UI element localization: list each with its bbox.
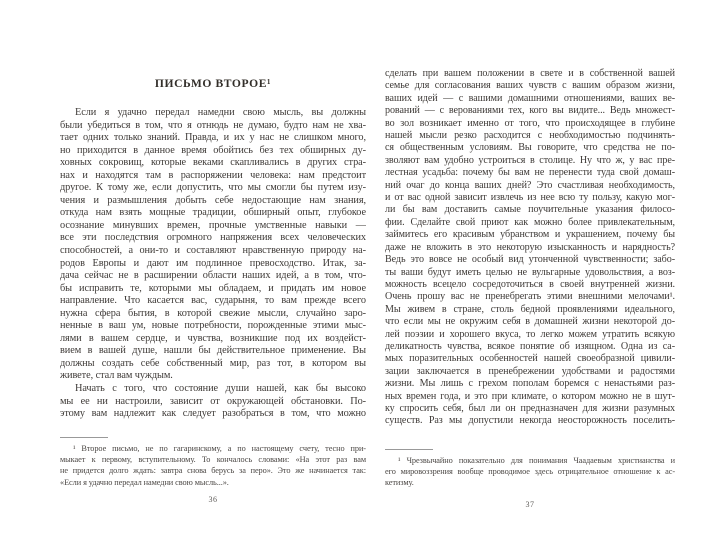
text-line: рований — с верованиями тех, кого вы видите... Ведь множест- (385, 105, 675, 117)
text-line: семье для согласования ваших чувств с вашим образом жизни, (385, 80, 675, 92)
text-line: и от вас одной зависит извлечь из нее всю ту пользу, какую мог- (385, 192, 675, 204)
text-line: ли бы вам доставить самые поучительные указания филосо- (385, 204, 675, 216)
text-line: способностей, а они-то и составляют нравственную природу на- (60, 245, 366, 257)
text-line: ненные в ваш ум, новые потребности, порожденные этими мыс- (60, 320, 366, 332)
text-line: нужна сфера бытия, в которой свежие мысли, случайно заро- (60, 307, 366, 319)
text-line: зации заключается в пренебрежении удобствами и радостями (385, 365, 675, 377)
text-line: откуда нам взять мощные традиции, обширный опыт, глубокое (60, 207, 366, 219)
text-line: ¹ Чрезвычайно показательно для понимания Чаадаевым христианства и (398, 455, 675, 465)
page-left-footnote (60, 443, 366, 488)
page-left-body (60, 107, 366, 421)
page-number-right: 37 (525, 499, 535, 509)
text-line: ся общественным условиям. Вы говорите, что средства не по- (385, 142, 675, 154)
footnote-rule (385, 449, 433, 450)
chapter-title: ПИСЬМО ВТОРОЕ¹ (154, 77, 272, 90)
text-line: этому вам надлежит как следует разобраться в том, что можно (60, 408, 366, 420)
text-line: можность всецело сосредоточиться в своей внутренней жизни. (385, 278, 675, 290)
text-line: нашей мысли резко расходится с необходимостью подчинять- (385, 130, 675, 142)
text-line: лей поэзии и хорошего вкуса, то легко можем утратить всякую (385, 328, 675, 340)
text-line: ку спросить себя, был ли он предназначен для жизни разумных (385, 402, 675, 414)
text-line: Очень прошу вас не пренебрегать этими внешними мелочами¹. (385, 291, 675, 303)
text-line: Начать с того, что состояние души нашей, как бы высоко (75, 383, 366, 395)
text-line: что если мы не окружим себя в домашней жизни некоторой до- (385, 316, 675, 328)
text-line: мы ее ни настроили, зависит от окружающей обстановки. По- (60, 395, 366, 407)
text-line: лестная усадьба: почему бы вам не перенести туда свой домаш- (385, 167, 675, 179)
text-line: зволяют вам удобно устроиться в столице. Ну что ж, у вас пре- (385, 154, 675, 166)
footnote-rule (60, 437, 108, 438)
text-line: мыкает к первому, вступительному. То кончалось словами: «На этот раз вам (60, 454, 366, 464)
text-line: ховных сокровищ, которые веками скапливались в других стра- (60, 157, 366, 169)
text-line: Если я удачно передал намедни свою мысль, вы должны (75, 107, 366, 118)
text-line: ¹ Второе письмо, не по гагаринскому, а по настоящему счету, тесно при- (73, 443, 366, 453)
text-line: вием в вашей душе, нашли бы действительное применение. Вы (60, 345, 366, 357)
text-line: ных времен года, и это при климате, о котором можно не в шут- (385, 390, 675, 402)
text-line: ты ваши будут иметь целью не вульгарные удовольствия, а воз- (385, 266, 675, 278)
text-line: его мировоззрения вообще проводимое здесь отрицательное отношение к ас- (385, 467, 675, 477)
text-line: были убедиться в том, что я отнюдь не думаю, будто нам не хва- (60, 119, 366, 131)
text-line: кетизму. (385, 478, 414, 488)
text-line: даже не вложить в это некоторую изысканность и нарядность? (385, 241, 675, 253)
text-line: дача сейчас не в расширении области наших идей, а в том, что- (60, 270, 366, 282)
text-line: займитесь его красивым убранством и украшением, почему бы (385, 229, 675, 241)
text-line: тает одних только знаний. Правда, и их у нас не слишком много, (60, 132, 366, 144)
text-line: «Если я удачно передал намедни свою мысль...». (60, 477, 229, 487)
page-left (60, 77, 366, 504)
text-line: осознание минувших времен, прочные умственные навыки — (60, 219, 366, 231)
text-line: Мы живем в стране, столь бедной проявлениями идеального, (385, 303, 675, 315)
text-line: другое. К тому же, если допустить, что мы смогли бы путем изу- (60, 182, 366, 194)
text-line: чения и размышления добыть себе недостающие нам знания, (60, 194, 366, 206)
text-line: во зол возникает именно от того, что происходящее в глубине (385, 117, 675, 129)
text-line: Ведь это вовсе не особый вид утонченной чувственности; забо- (385, 254, 675, 266)
text-line: лями в вашем сердце, и чувства, возникшие под их воздейст- (60, 332, 366, 344)
text-line: ваших идей — с вашими домашними отношениями, ваших ве- (385, 92, 675, 104)
text-line: мых поразительных особенностей нашей своеобразной цивили- (385, 353, 675, 365)
text-line: сделать при вашем положении в свете и в собственной вашей (385, 68, 675, 79)
text-line: существ. Раз мы допустили некогда неосторожность поселить- (385, 415, 675, 427)
text-line: ний очаг до конца ваших дней? Это счастливая необходимость, (385, 179, 675, 191)
text-line: фии. Сделайте свой приют как можно более привлекательным, (385, 216, 675, 228)
text-line: не придется долго ждать: завтра снова берусь за перо». Это же начинается так: (60, 466, 366, 476)
text-line: направление. Что касается вас, сударыня, то вам прежде всего (60, 295, 366, 307)
page-right-footnote (385, 455, 675, 489)
text-line: жизни. Мы лишь с грехом пополам боремся с ненастьями раз- (385, 378, 675, 390)
text-line: нах и находятся там в распоряжении человека: нам предстоит (60, 169, 366, 181)
text-line: деликатность чувства, всякое понятие об изящном. Одна из са- (385, 340, 675, 352)
page-right (385, 68, 675, 509)
page-number-left: 36 (208, 494, 218, 504)
text-line: должны создать себе собственный мир, раз тот, в котором вы (60, 357, 366, 369)
text-line: все эти последствия огромного напряжения всех человеческих (60, 232, 366, 244)
text-line: родов Европы и дают им подлинное превосходство. Итак, за- (60, 257, 366, 269)
text-line: бы исправить те, которыми мы обладаем, и придать им новое (60, 282, 366, 294)
page-right-body (385, 68, 675, 428)
text-line: но приходится в данное время обойтись без тех обширных ду- (60, 144, 366, 156)
text-line: живете, стал вам чуждым. (60, 370, 173, 382)
